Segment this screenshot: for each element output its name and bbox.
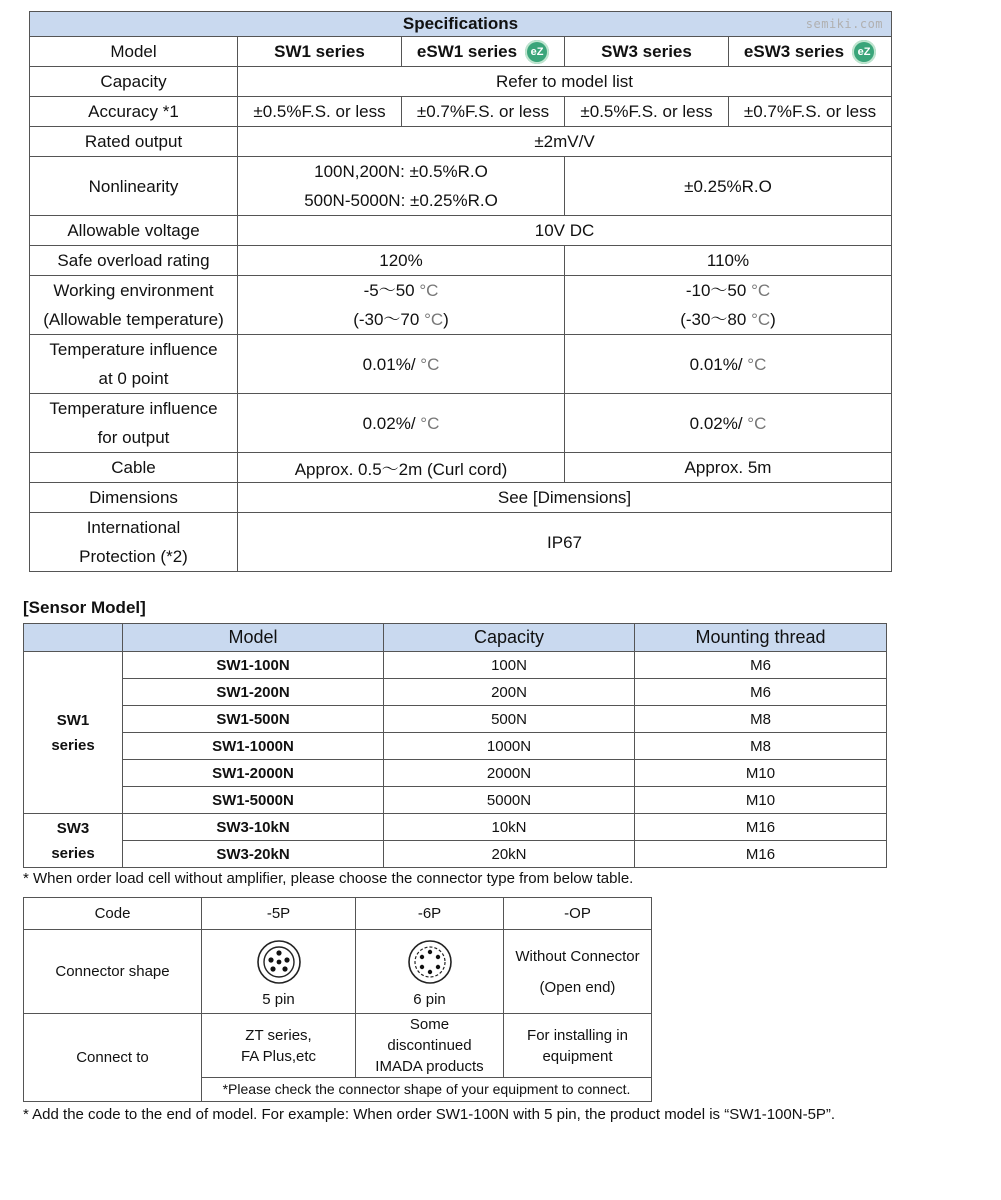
working-environment-sw1 [238,276,565,335]
nonlinearity-sw3: ±0.25%R.O [565,157,892,216]
table-row [24,706,887,733]
sw1-series-header: SW1 series [238,37,402,67]
temp-output-row [30,394,892,453]
thread-cell: M8 [635,706,887,733]
table-row [24,733,887,760]
nonlinearity-sw1-line1: 100N,200N: ±0.5%R.O [314,162,488,181]
pin6-label: 6 pin [413,991,446,1008]
text: ) [443,310,449,329]
series-name: SW1 [56,711,90,729]
open-line2: (Open end) [539,978,616,996]
connector-shape-label: Connector shape [24,930,202,1014]
table-row [24,652,887,679]
thread-cell: M6 [635,679,887,706]
rated-output-label: Rated output [30,127,238,157]
working-env-label-line1: Working environment [53,281,214,300]
temp-output-sw3 [565,394,892,453]
capacity-row [30,67,892,97]
table-row [24,787,887,814]
esw3-series-header [729,37,892,67]
sw1-series-group [24,652,123,814]
working-env-sw3-line2 [565,305,891,334]
order-code-note: * Add the code to the end of model. For example: When order SW1-100N with 5 pin, the product model is “SW1-100N-5P”. [23,1106,836,1123]
capacity-value: Refer to model list [238,67,892,97]
dimensions-row [30,483,892,513]
text: (-30～80 [680,310,752,329]
model-cell: SW1-100N [123,652,384,679]
accuracy-label: Accuracy *1 [30,97,238,127]
capacity-cell: 500N [384,706,635,733]
safe-overload-label: Safe overload rating [30,246,238,276]
check-note: *Please check the connector shape of your equipment to connect. [202,1078,652,1102]
open-line1: Without Connector [515,947,640,965]
connect-6p [356,1014,504,1078]
cable-sw3: Approx. 5m [565,453,892,483]
temp-output-label-line1: Temperature influence [49,399,218,418]
table-row [24,814,887,841]
esw1-series-header [402,37,565,67]
code-5p: -5P [202,898,356,930]
cable-row [30,453,892,483]
working-env-label-line2: (Allowable temperature) [43,310,224,329]
model-cell: SW1-2000N [123,760,384,787]
table-row [24,760,887,787]
nonlinearity-sw1 [238,157,565,216]
sw3-series-group [24,814,123,868]
ez-badge-icon: eZ [525,40,549,64]
temp-zero-sw3 [565,335,892,394]
5-pin-connector-icon [256,939,302,985]
accuracy-sw1: ±0.5%F.S. or less [238,97,402,127]
text: 0.01%/ [362,354,421,374]
temp-output-label-line2: for output [97,428,170,447]
protection-label-line1: International [86,518,181,537]
connect-to-row [24,1014,652,1078]
specs-title-row [30,12,892,37]
code-label: Code [24,898,202,930]
series-word: series [51,844,95,862]
degree-unit: °C [424,310,444,329]
working-env-sw3-line1 [565,276,891,305]
pin5-label: 5 pin [262,991,295,1008]
temp-zero-label-line2: at 0 point [98,369,169,388]
accuracy-row [30,97,892,127]
model-cell: SW1-500N [123,706,384,733]
connector-note: * When order load cell without amplifier, please choose the connector type from below table. [23,870,634,887]
connector-shape-row [24,930,652,1014]
nonlinearity-row [30,157,892,216]
dimensions-value: See [Dimensions] [238,483,892,513]
thread-cell: M10 [635,760,887,787]
6-pin-connector-icon [407,939,453,985]
model-cell: SW1-5000N [123,787,384,814]
watermark: semiki.com [805,17,884,31]
degree-unit: °C [419,281,439,300]
degree-unit: °C [420,354,440,374]
rated-output-row [30,127,892,157]
model-cell: SW1-200N [123,679,384,706]
esw1-label: eSW1 series [416,41,518,61]
capacity-cell: 5000N [384,787,635,814]
working-environment-sw3 [565,276,892,335]
cop-line1: For installing in [527,1026,628,1044]
temp-output-sw1 [238,394,565,453]
text: (-30～70 [353,310,425,329]
thread-cell: M10 [635,787,887,814]
protection-label-line2: Protection (*2) [79,547,188,566]
degree-unit: °C [751,310,771,329]
protection-row [30,513,892,572]
text: 0.02%/ [362,413,421,433]
safe-overload-sw3: 110% [565,246,892,276]
degree-unit: °C [751,281,771,300]
cable-label: Cable [30,453,238,483]
esw3-label: eSW3 series [743,41,845,61]
connector-5pin-cell [202,930,356,1014]
table-row [24,841,887,868]
working-env-sw1-line1 [238,276,564,305]
capacity-cell: 200N [384,679,635,706]
ez-badge-icon: eZ [852,40,876,64]
capacity-cell: 1000N [384,733,635,760]
allowable-voltage-row [30,216,892,246]
model-cell: SW3-10kN [123,814,384,841]
working-environment-row [30,276,892,335]
code-row [24,898,652,930]
protection-label [30,513,238,572]
connector-open-cell [504,930,652,1014]
temp-zero-row [30,335,892,394]
specifications-table [29,11,892,572]
text: -10～50 [685,281,752,300]
model-label: Model [30,37,238,67]
nonlinearity-sw1-line2: 500N-5000N: ±0.25%R.O [304,191,498,210]
thread-cell: M16 [635,841,887,868]
allowable-voltage-value: 10V DC [238,216,892,246]
sensor-header-blank [24,624,123,652]
capacity-cell: 100N [384,652,635,679]
c6-line1: Some [409,1016,450,1033]
sensor-model-table [23,623,887,868]
capacity-cell: 20kN [384,841,635,868]
text: 0.02%/ [689,413,748,433]
thread-cell: M8 [635,733,887,760]
series-word: series [51,736,95,754]
temp-zero-sw1 [238,335,565,394]
connect-5p [202,1014,356,1078]
text: 0.01%/ [689,354,748,374]
accuracy-sw3: ±0.5%F.S. or less [565,97,729,127]
degree-unit: °C [747,354,767,374]
sensor-header-model: Model [123,624,384,652]
c6-line3: IMADA products [375,1058,484,1075]
allowable-voltage-label: Allowable voltage [30,216,238,246]
accuracy-esw1: ±0.7%F.S. or less [402,97,565,127]
connect-to-label: Connect to [24,1014,202,1102]
thread-cell: M16 [635,814,887,841]
cable-sw1: Approx. 0.5～2m (Curl cord) [238,453,565,483]
connector-6pin-cell [356,930,504,1014]
protection-value: IP67 [238,513,892,572]
thread-cell: M6 [635,652,887,679]
sensor-header-row [24,624,887,652]
c5-line2: FA Plus,etc [240,1047,317,1065]
connector-table [23,897,652,1102]
text: -5～50 [363,281,420,300]
accuracy-esw3: ±0.7%F.S. or less [729,97,892,127]
capacity-cell: 2000N [384,760,635,787]
model-cell: SW1-1000N [123,733,384,760]
capacity-label: Capacity [30,67,238,97]
dimensions-label: Dimensions [30,483,238,513]
temp-output-label [30,394,238,453]
cop-line2: equipment [542,1047,613,1065]
model-cell: SW3-20kN [123,841,384,868]
temp-zero-label-line1: Temperature influence [49,340,218,359]
safe-overload-row [30,246,892,276]
c6-line2: discontinued [387,1037,472,1054]
temp-zero-label [30,335,238,394]
table-row [24,679,887,706]
sw3-series-header: SW3 series [565,37,729,67]
code-6p: -6P [356,898,504,930]
sensor-header-thread: Mounting thread [635,624,887,652]
safe-overload-sw1: 120% [238,246,565,276]
text: ) [770,310,776,329]
connect-op [504,1014,652,1078]
sensor-header-capacity: Capacity [384,624,635,652]
sensor-model-heading: [Sensor Model] [23,598,146,617]
specs-title-cell [30,12,892,37]
degree-unit: °C [747,413,767,433]
degree-unit: °C [420,413,440,433]
working-environment-label [30,276,238,335]
working-env-sw1-line2 [238,305,564,334]
rated-output-value: ±2mV/V [238,127,892,157]
series-name: SW3 [56,819,90,837]
specs-title: Specifications [402,14,519,33]
c5-line1: ZT series, [245,1026,312,1044]
code-op: -OP [504,898,652,930]
nonlinearity-label: Nonlinearity [30,157,238,216]
model-row [30,37,892,67]
capacity-cell: 10kN [384,814,635,841]
